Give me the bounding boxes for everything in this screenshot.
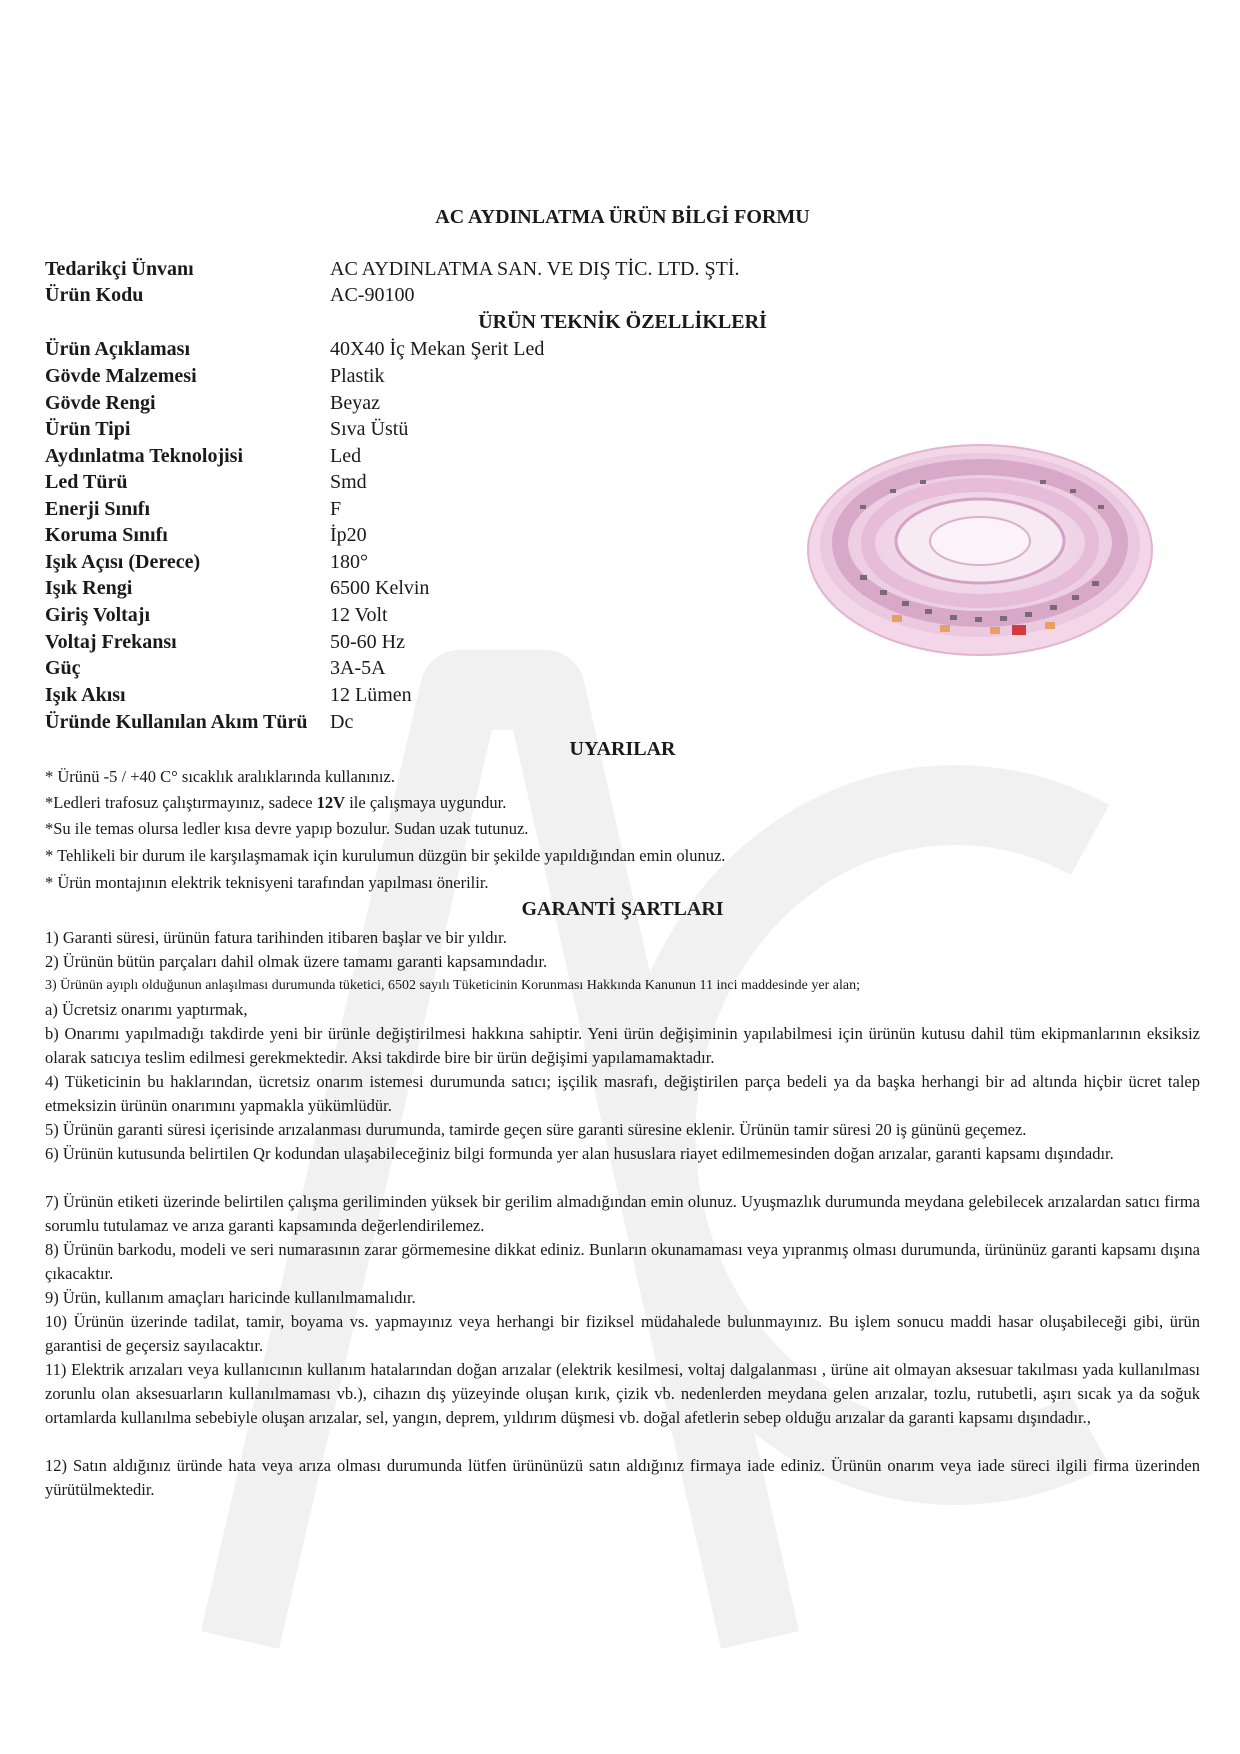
warning-item: *Su ile temas olursa ledler kısa devre yapıp bozulur. Sudan uzak tutunuz. xyxy=(45,819,529,838)
page-title: AC AYDINLATMA ÜRÜN BİLGİ FORMU xyxy=(435,206,810,228)
spec-value: 180° xyxy=(330,551,368,573)
spec-label: Gövde Rengi xyxy=(45,392,156,414)
spec-value: Sıva Üstü xyxy=(330,418,409,440)
guarantee-item: 11) Elektrik arızaları veya kullanıcının kullanım hatalarından doğan arızalar (elektrik kesilmesi, voltaj dalgalanması , ürüne ait olmayan aksesuar takılması yada kullanılması zorunlu olan aksesuarların kullanılmaması vb.), cihazın dış yüzeyinde oluşan kırık, çizik vb. nedenlerden meydana gelen arızalar, tozlu, rutubetli, aşırı sıcak ya da soğuk ortamlarda kullanılma sebebiyle oluşan arızalar, sel, yangın, deprem, yıldırım düşmesi vb. doğal afetlerin sebep olduğu arızalar da garanti kapsamı dışındadır., xyxy=(45,1360,1200,1427)
guarantee-item: 3) Ürünün ayıplı olduğunun anlaşılması durumunda tüketici, 6502 sayılı Tüketicinin Korunması Hakkında Kanunun 11 inci maddesinde yer alan; xyxy=(45,978,860,993)
warning-item: * Ürünü -5 / +40 C° sıcaklık aralıklarında kullanınız. xyxy=(45,767,395,786)
guarantee-item: a) Ücretsiz onarımı yaptırmak, xyxy=(45,1000,248,1019)
spec-label: Işık Akısı xyxy=(45,684,126,706)
warning-item xyxy=(45,793,506,813)
spec-label: Ürün Tipi xyxy=(45,418,131,440)
product-code-value: AC-90100 xyxy=(330,284,415,306)
guarantee-item: 9) Ürün, kullanım amaçları haricinde kullanılmamalıdır. xyxy=(45,1288,416,1307)
spec-label: Işık Açısı (Derece) xyxy=(45,551,201,573)
guarantee-heading: GARANTİ ŞARTLARI xyxy=(521,898,724,920)
spec-label: Işık Rengi xyxy=(45,577,133,599)
guarantee-item: 4) Tüketicinin bu haklarından, ücretsiz onarım istemesi durumunda satıcı; işçilik masrafı, değiştirilen parça bedeli ya da başka herhangi bir ad altında hiçbir ücret talep etmeksizin ürünün onarımını yapmakla yükümlüdür. xyxy=(45,1072,1200,1115)
warning-text: *Ledleri trafosuz çalıştırmayınız, sadece xyxy=(45,793,317,812)
spec-value: 12 Lümen xyxy=(330,684,412,706)
led-strip-reel-image xyxy=(800,425,1160,665)
spec-label: Gövde Malzemesi xyxy=(45,365,197,387)
guarantee-item: 7) Ürünün etiketi üzerinde belirtilen çalışma geriliminden yüksek bir gerilim almadığından emin olunuz. Uyuşmazlık durumunda meydana gelebilecek arızalardan satıcı firma sorumlu tutulamaz ve arıza garanti kapsamında değerlendirilemez. xyxy=(45,1192,1200,1235)
spec-label: Led Türü xyxy=(45,471,128,493)
warning-text: ile çalışmaya uygundur. xyxy=(345,793,507,812)
spec-value: 3A-5A xyxy=(330,657,386,679)
warnings-heading: UYARILAR xyxy=(569,738,676,760)
spec-value: 40X40 İç Mekan Şerit Led xyxy=(330,338,545,360)
warning-voltage: 12V xyxy=(316,793,346,812)
spec-label: Üründe Kullanılan Akım Türü xyxy=(45,711,308,733)
spec-label: Giriş Voltajı xyxy=(45,604,151,626)
spec-value: Plastik xyxy=(330,365,385,387)
product-code-label: Ürün Kodu xyxy=(45,284,144,306)
spec-label: Koruma Sınıfı xyxy=(45,524,168,546)
spec-value: 50-60 Hz xyxy=(330,631,405,653)
guarantee-item: 8) Ürünün barkodu, modeli ve seri numarasının zarar görmemesine dikkat ediniz. Bunların okunamaması veya yıpranmış olması durumunda, ürününüz garanti kapsamı dışına çıkacaktır. xyxy=(45,1240,1200,1283)
spec-label: Ürün Açıklaması xyxy=(45,338,191,360)
specs-heading: ÜRÜN TEKNİK ÖZELLİKLERİ xyxy=(478,311,767,333)
spec-value: 12 Volt xyxy=(330,604,388,626)
spec-label: Aydınlatma Teknolojisi xyxy=(45,445,244,467)
spec-value: İp20 xyxy=(330,524,367,546)
spec-value: Dc xyxy=(330,711,354,733)
spec-label: Voltaj Frekansı xyxy=(45,631,177,653)
guarantee-item: 1) Garanti süresi, ürünün fatura tarihinden itibaren başlar ve bir yıldır. xyxy=(45,928,507,947)
spec-value: F xyxy=(330,498,342,520)
spec-value: Beyaz xyxy=(330,392,380,414)
guarantee-item: b) Onarımı yapılmadığı takdirde yeni bir ürünle değiştirilmesi hakkına sahiptir. Yeni ürün değişiminin yapılabilmesi için ürünün kutusu dahil tüm ekipmanlarının eksiksiz olarak satıcıya teslim edilmesi gerekmektedir. Aksi takdirde bire bir ürün değişimi yapılamamaktadır. xyxy=(45,1024,1200,1067)
spec-label: Enerji Sınıfı xyxy=(45,498,151,520)
spec-value: Led xyxy=(330,445,362,467)
guarantee-item: 5) Ürünün garanti süresi içerisinde arızalanması durumunda, tamirde geçen süre garanti süresine eklenir. Ürünün tamir süresi 20 iş gününü geçemez. xyxy=(45,1120,1027,1139)
guarantee-item: 10) Ürünün üzerinde tadilat, tamir, boyama vs. yapmayınız veya herhangi bir fiziksel müdahalede bulunmayınız. Bu işlem sonucu maddi hasar oluşabileceği gibi, ürün garantisi de geçersiz sayılacaktır. xyxy=(45,1312,1200,1355)
warning-item: * Tehlikeli bir durum ile karşılaşmamak için kurulumun düzgün bir şekilde yapıldığından emin olunuz. xyxy=(45,846,726,865)
supplier-value: AC AYDINLATMA SAN. VE DIŞ TİC. LTD. ŞTİ. xyxy=(330,258,740,280)
guarantee-item: 6) Ürünün kutusunda belirtilen Qr kodundan ulaşabileceğiniz bilgi formunda yer alan hususlara riayet edilmemesinden doğan arızalar, garanti kapsamı dışındadır. xyxy=(45,1144,1114,1163)
spec-value: Smd xyxy=(330,471,367,493)
supplier-label: Tedarikçi Ünvanı xyxy=(45,258,194,280)
guarantee-item: 12) Satın aldığınız üründe hata veya arıza olması durumunda lütfen ürününüzü satın aldığınız firmaya iade ediniz. Ürünün onarım veya iade süreci ilgili firma üzerinden yürütülmektedir. xyxy=(45,1456,1200,1499)
warning-item: * Ürün montajının elektrik teknisyeni tarafından yapılması önerilir. xyxy=(45,873,489,892)
guarantee-item: 2) Ürünün bütün parçaları dahil olmak üzere tamamı garanti kapsamındadır. xyxy=(45,952,548,971)
spec-value: 6500 Kelvin xyxy=(330,577,430,599)
spec-label: Güç xyxy=(45,657,81,679)
